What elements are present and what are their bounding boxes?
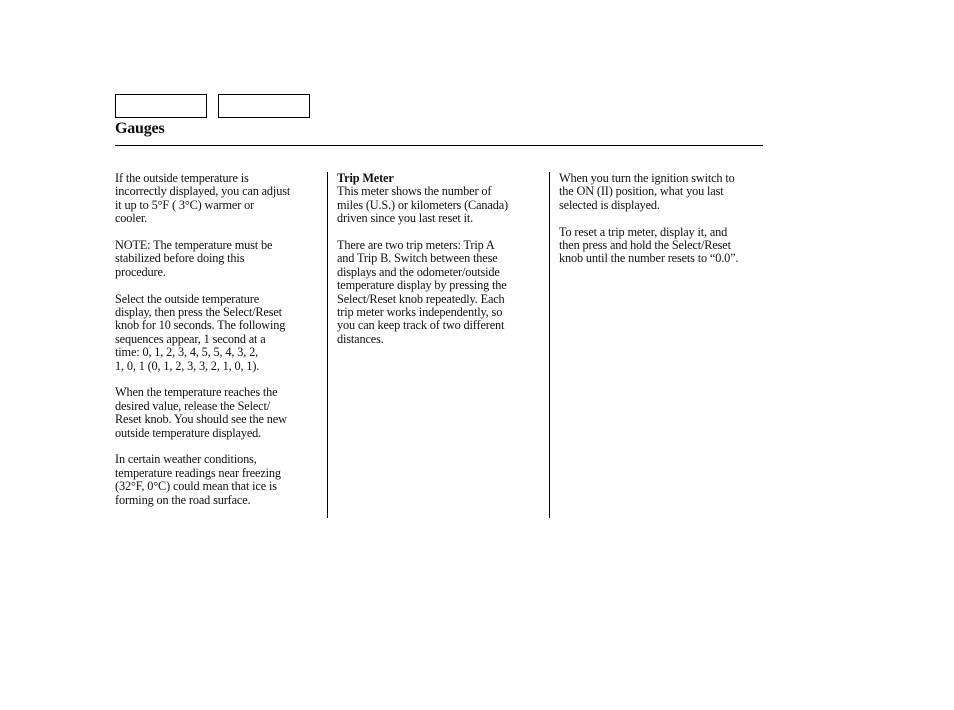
section-heading-trip-meter: Trip Meter (337, 171, 394, 185)
paragraph-note: NOTE: The temperature must be stabilized before doing this procedure. (115, 238, 273, 279)
paragraph-two-trip-meters: There are two trip meters: Trip A and Trip B. Switch between these displays and the odometer/outside temperature display by pressing the Select/Reset knob repeatedly. Each trip meter works independently, so you can keep track of two different distances. (337, 238, 507, 346)
paragraph-ignition-display: When you turn the ignition switch to the ON (II) position, what you last selected is displayed. (559, 171, 735, 212)
text-column-2 (337, 172, 542, 346)
paragraph-select-procedure: Select the outside temperature display, then press the Select/Reset knob for 10 seconds. The following sequences appear, 1 second at a time: 0, 1, 2, 3, 4, 5, 5, 4, 3, 2, 1, 0, 1 (0, 1, 2, 3, 3, 2, 1, 0, 1). (115, 291, 286, 373)
paragraph-temperature-adjust: If the outside temperature is incorrectly displayed, you can adjust it up to 5°F ( 3°C) warmer or cooler. (115, 171, 291, 226)
paragraph-freezing-warning: In certain weather conditions, temperature readings near freezing (32°F, 0°C) could mean that ice is forming on the road surface. (115, 452, 281, 507)
title-divider (115, 145, 763, 146)
column-divider-2 (549, 172, 550, 518)
text-column-3 (559, 172, 767, 266)
page-title: Gauges (115, 120, 165, 137)
text-column-1 (115, 172, 325, 507)
paragraph-release-knob: When the temperature reaches the desired value, release the Select/ Reset knob. You should see the new outside temperature displayed. (115, 385, 287, 440)
nav-button-2[interactable] (218, 94, 310, 118)
nav-button-1[interactable] (115, 94, 207, 118)
column-divider-1 (327, 172, 328, 518)
paragraph-reset-trip-meter: To reset a trip meter, display it, and then press and hold the Select/Reset knob until the number resets to “0.0”. (559, 224, 739, 266)
paragraph-trip-meter-description: This meter shows the number of miles (U.S.) or kilometers (Canada) driven since you last reset it. (337, 184, 508, 226)
